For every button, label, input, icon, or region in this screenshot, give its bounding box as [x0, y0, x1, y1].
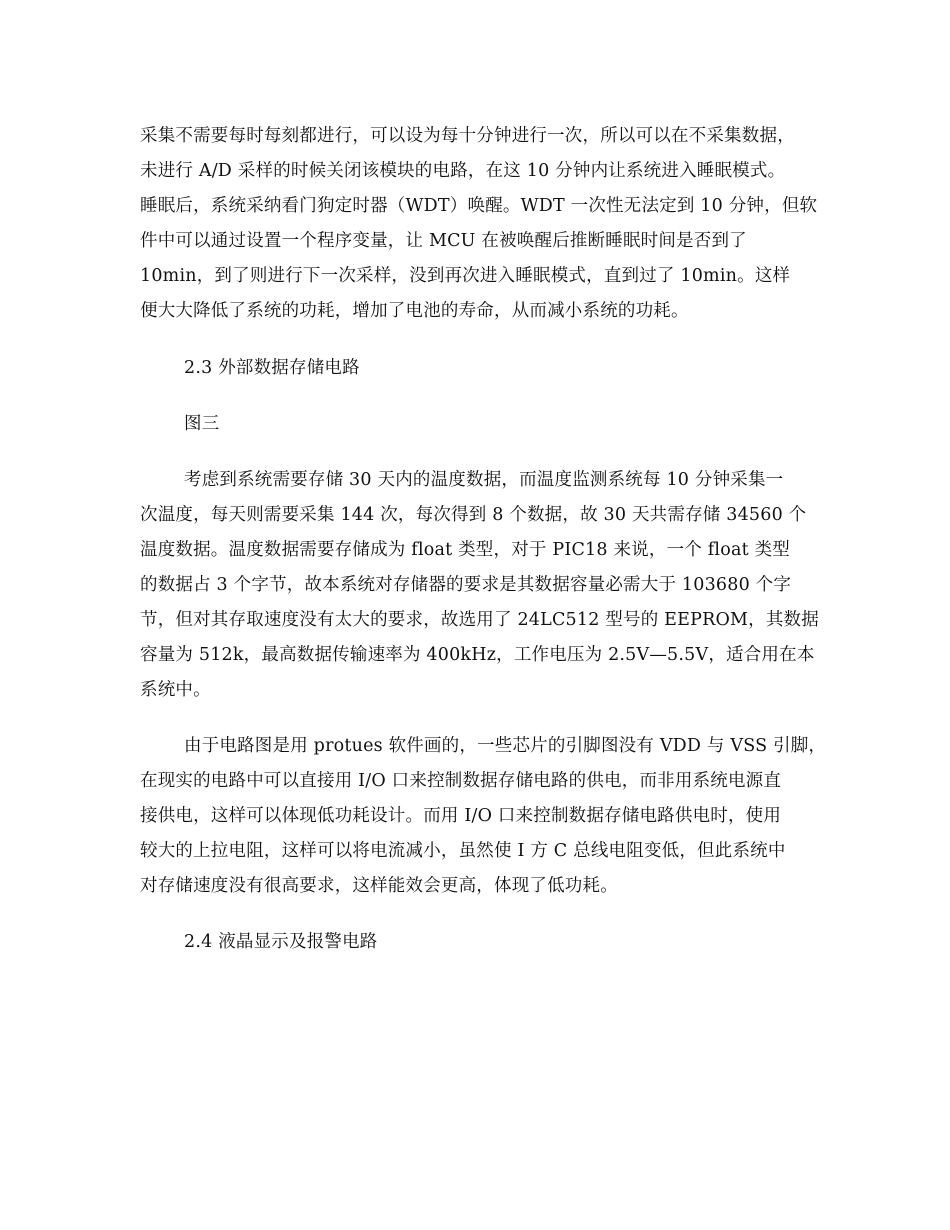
text-line: 在现实的电路中可以直接用 I/O 口来控制数据存储电路的供电，而非用系统电源直	[140, 771, 782, 791]
text-line: 考虑到系统需要存储 30 天内的温度数据，而温度监测系统每 10 分钟采集一	[184, 470, 784, 490]
text-line: 便大大降低了系统的功耗，增加了电池的寿命，从而减小系统的功耗。	[140, 301, 689, 321]
text-line: 节，但对其存取速度没有太大的要求，故选用了 24LC512 型号的 EEPROM，其数据	[140, 610, 819, 630]
text-line: 10min，到了则进行下一次采样，没到再次进入睡眠模式，直到过了 10min。这样	[140, 266, 791, 286]
section-heading-2-3: 2.3 外部数据存储电路	[184, 358, 360, 378]
text-line: 温度数据。温度数据需要存储成为 float 类型，对于 PIC18 来说，一个 float 类型	[140, 540, 790, 560]
figure-label: 图三	[184, 414, 220, 434]
text-line: 较大的上拉电阻，这样可以将电流减小，虽然使 I 方 C 总线电阻变低，但此系统中	[140, 841, 786, 861]
text-line: 由于电路图是用 protues 软件画的，一些芯片的引脚图没有 VDD 与 VSS 引脚，	[184, 736, 827, 756]
text-line: 容量为 512k，最高数据传输速率为 400kHz，工作电压为 2.5V—5.5V，适合用在本	[140, 645, 815, 665]
text-line: 系统中。	[140, 680, 211, 700]
text-line: 件中可以通过设置一个程序变量，让 MCU 在被唤醒后推断睡眠时间是否到了	[140, 231, 747, 251]
text-line: 次温度，每天则需要采集 144 次，每次得到 8 个数据，故 30 天共需存储 34560 个	[140, 505, 807, 525]
text-line: 采集不需要每时每刻都进行，可以设为每十分钟进行一次，所以可以在不采集数据，	[140, 126, 795, 146]
section-heading-2-4: 2.4 液晶显示及报警电路	[184, 932, 378, 952]
text-line: 未进行 A/D 采样的时候关闭该模块的电路，在这 10 分钟内让系统进入睡眠模式。	[140, 161, 786, 181]
text-line: 对存储速度没有很高要求，这样能效会更高，体现了低功耗。	[140, 876, 618, 896]
text-line: 睡眠后，系统采纳看门狗定时器（WDT）唤醒。WDT 一次性无法定到 10 分钟，但软	[140, 196, 818, 216]
text-line: 的数据占 3 个字节，故本系统对存储器的要求是其数据容量必需大于 103680 个字	[140, 575, 792, 595]
text-line: 接供电，这样可以体现低功耗设计。而用 I/O 口来控制数据存储电路供电时，使用	[140, 806, 782, 826]
